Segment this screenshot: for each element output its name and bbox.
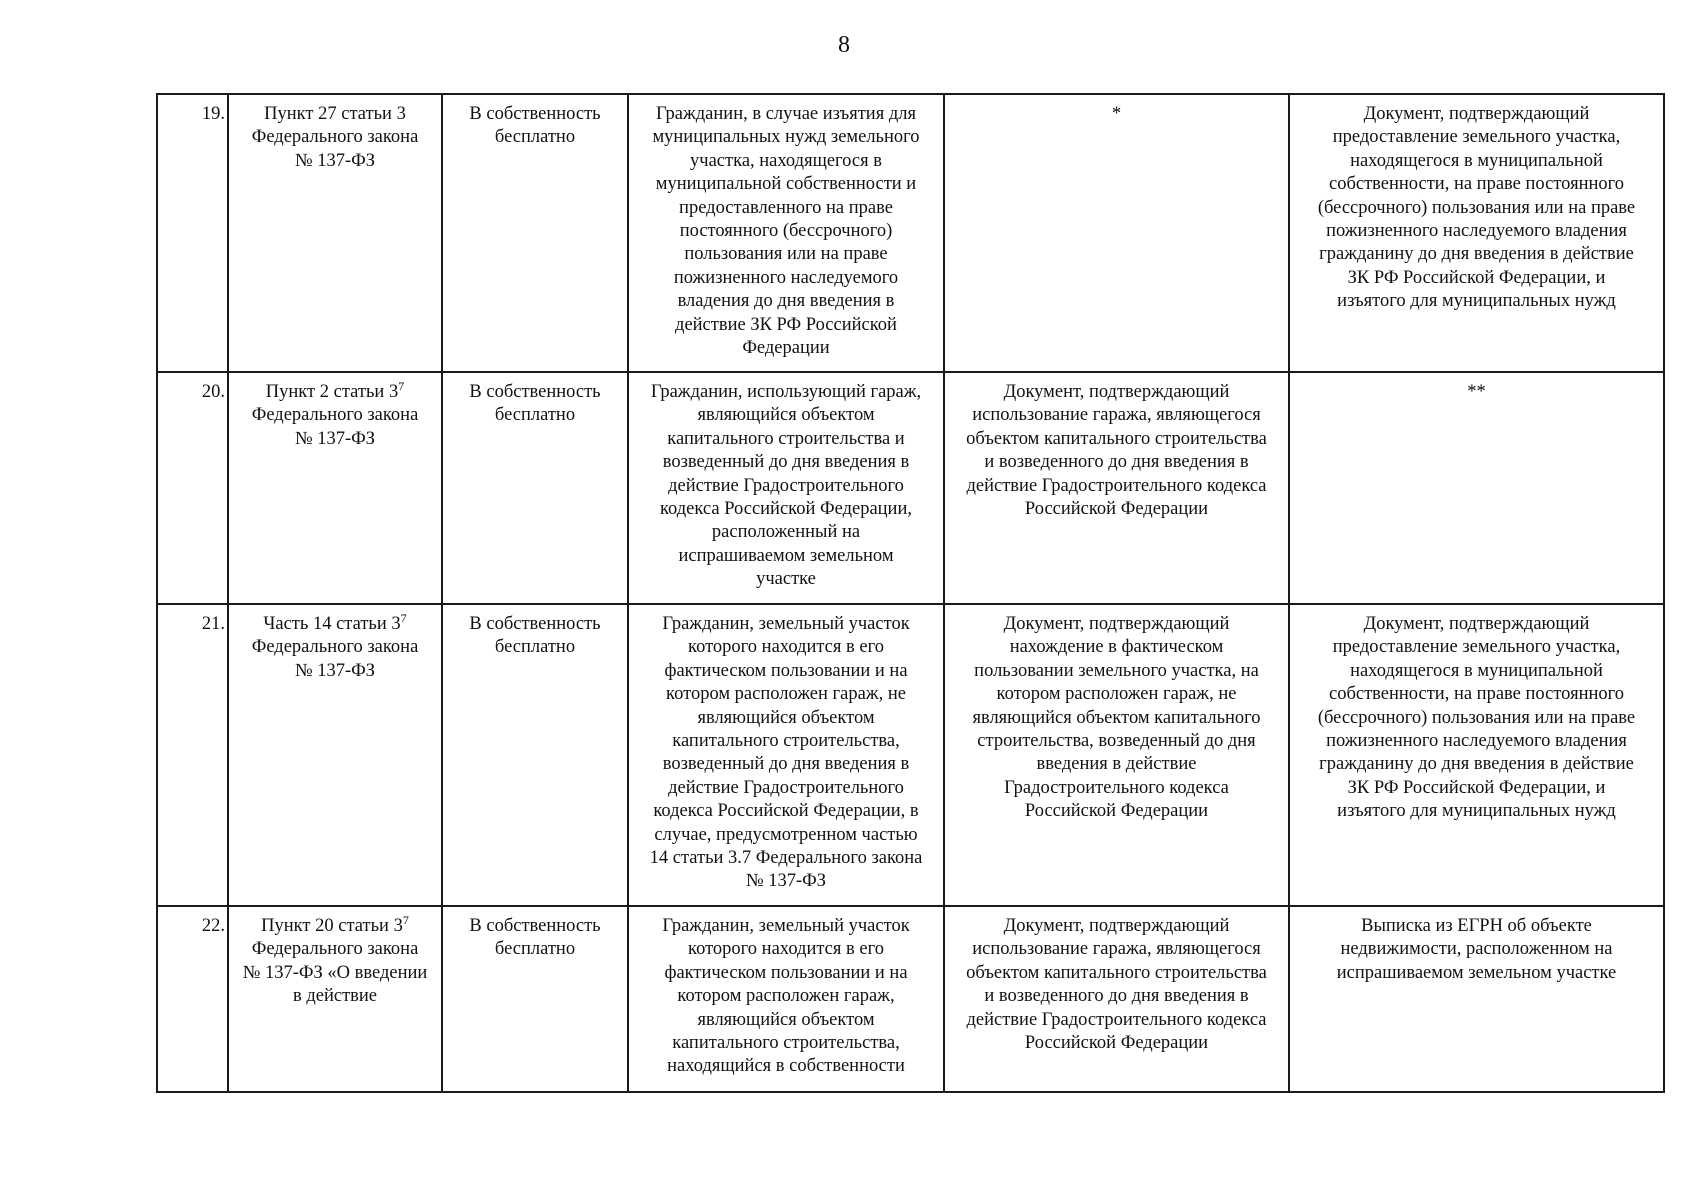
text-line: использование гаража, являющегося <box>972 405 1261 426</box>
text-line: недвижимости, расположенном на <box>1340 939 1613 960</box>
text-line: Российской Федерации <box>1024 1033 1209 1054</box>
text-line: Российской Федерации <box>1024 499 1209 520</box>
text-line: В собственность <box>469 104 601 124</box>
table-row <box>157 906 1664 1092</box>
cell-applicant <box>628 906 944 1092</box>
text-line: * <box>1111 104 1122 124</box>
cell-applicant <box>628 372 944 604</box>
text-line: находящегося в муниципальной <box>1350 660 1603 681</box>
text-line: Документ, подтверждающий <box>1003 614 1230 634</box>
text-line: действие Градостроительного <box>668 475 904 496</box>
text-line: собственности, на праве постоянного <box>1328 684 1625 705</box>
text-line: нахождение в фактическом <box>1009 637 1224 658</box>
cell-row-number: 22. <box>157 906 228 1092</box>
text-line: фактическом пользовании и на <box>664 962 908 983</box>
text-line: предоставление земельного участка, <box>1332 637 1621 658</box>
text-line: изъятого для муниципальных нужд <box>1337 801 1616 822</box>
text-line: предоставленного на праве <box>679 197 893 218</box>
superscript: 7 <box>402 913 409 927</box>
text-line: Федерального закона <box>251 939 419 960</box>
text-line: пожизненного наследуемого владения <box>1326 731 1627 752</box>
text-line: действие ЗК РФ Российской <box>675 314 897 335</box>
text-line: № 137-ФЗ «О введении <box>242 962 428 983</box>
text-line: являющийся объектом <box>697 405 875 426</box>
text-line: Пункт 27 статьи 3 <box>264 104 406 124</box>
text-line: владения до дня введения в <box>677 291 895 312</box>
text-line: расположенный на <box>711 522 861 543</box>
text-line: пользования или на праве <box>684 244 888 265</box>
table-body <box>157 94 1664 1092</box>
cell-provision-type <box>442 94 628 372</box>
text-line: являющийся объектом <box>697 707 875 728</box>
superscript: 7 <box>400 611 407 625</box>
cell-provision-type <box>442 906 628 1092</box>
text-line: действие Градостроительного кодекса <box>966 475 1267 496</box>
land-provision-table <box>156 93 1665 1093</box>
text-line: являющийся объектом капитального <box>972 707 1261 728</box>
text-line: Гражданин, использующий гараж, <box>650 382 922 402</box>
cell-applicant-documents <box>944 94 1289 372</box>
cell-applicant-documents <box>944 906 1289 1092</box>
text-line: Пункт 2 статьи 3 <box>265 382 399 402</box>
text-line: котором расположен гараж, <box>677 986 895 1007</box>
text-line: пользовании земельного участка, на <box>974 660 1259 681</box>
text-line: № 137-ФЗ <box>294 660 376 681</box>
text-line: Федерального закона <box>251 637 419 658</box>
text-line: фактическом пользовании и на <box>664 660 908 681</box>
text-line: объектом капитального строительства <box>966 428 1267 449</box>
cell-row-number: 21. <box>157 604 228 906</box>
text-line: (бессрочного) пользования или на праве <box>1317 707 1636 728</box>
text-line: ЗК РФ Российской Федерации, и <box>1347 777 1606 798</box>
text-line: находящегося в муниципальной <box>1350 150 1603 171</box>
cell-applicant <box>628 604 944 906</box>
text-line: Градостроительного кодекса <box>1004 777 1229 798</box>
text-line: капитального строительства, <box>672 731 900 752</box>
text-line: случае, предусмотренном частью <box>654 824 918 845</box>
text-line: объектом капитального строительства <box>966 962 1267 983</box>
cell-authority-documents <box>1289 906 1664 1092</box>
table-row <box>157 604 1664 906</box>
text-line: собственности, на праве постоянного <box>1328 174 1625 195</box>
text-line: использование гаража, являющегося <box>972 939 1261 960</box>
text-line: возведенный до дня введения в <box>662 754 910 775</box>
text-line: кодекса Российской Федерации, <box>660 499 912 520</box>
cell-authority-documents <box>1289 94 1664 372</box>
table-row <box>157 94 1664 372</box>
text-line: В собственность <box>469 382 601 402</box>
table-row <box>157 372 1664 604</box>
text-line: 14 статьи 3.7 Федерального закона <box>649 848 923 869</box>
cell-row-number: 19. <box>157 94 228 372</box>
cell-applicant-documents <box>944 372 1289 604</box>
text-line: строительства, возведенный до дня <box>977 731 1256 752</box>
text-line: кодекса Российской Федерации, в <box>653 801 919 822</box>
text-line: Федерального закона <box>251 405 419 426</box>
text-line: бесплатно <box>494 637 576 658</box>
text-line: бесплатно <box>494 405 576 426</box>
text-line: действие Градостроительного кодекса <box>966 1009 1267 1030</box>
cell-legal-basis <box>228 94 442 372</box>
text-line: действие Градостроительного <box>668 777 904 798</box>
text-line: бесплатно <box>494 127 576 148</box>
cell-authority-documents <box>1289 604 1664 906</box>
text-line: в действие <box>292 986 378 1007</box>
text-line: ** <box>1467 382 1486 402</box>
text-line: Пункт 20 статьи 3 <box>261 916 403 936</box>
text-line: Российской Федерации <box>1024 801 1209 822</box>
text-line: испрашиваемом земельном <box>678 545 894 566</box>
text-line: находящийся в собственности <box>667 1056 905 1077</box>
cell-applicant <box>628 94 944 372</box>
text-line: ЗК РФ Российской Федерации, и <box>1347 267 1606 288</box>
text-line: Часть 14 статьи 3 <box>263 614 401 634</box>
text-line: которого находится в его <box>688 939 884 960</box>
text-line: Документ, подтверждающий <box>1003 916 1230 936</box>
text-line: Документ, подтверждающий <box>1363 614 1590 634</box>
text-line: испрашиваемом земельном участке <box>1336 962 1617 983</box>
text-line: гражданину до дня введения в действие <box>1319 244 1634 265</box>
text-line: муниципальных нужд земельного <box>652 127 920 148</box>
text-line: Выписка из ЕГРН об объекте <box>1361 916 1592 936</box>
text-line: пожизненного наследуемого владения <box>1326 221 1627 242</box>
cell-legal-basis <box>228 906 442 1092</box>
text-line: гражданину до дня введения в действие <box>1319 754 1634 775</box>
text-line: участка, находящегося в <box>690 150 882 171</box>
text-line: Гражданин, земельный участок <box>662 916 910 936</box>
cell-applicant-documents <box>944 604 1289 906</box>
superscript: 7 <box>398 379 405 393</box>
text-line: являющийся объектом <box>697 1009 875 1030</box>
text-line: № 137-ФЗ <box>294 428 376 449</box>
text-line: и возведенного до дня введения в <box>984 986 1249 1007</box>
cell-legal-basis <box>228 604 442 906</box>
text-line: возведенный до дня введения в <box>662 452 910 473</box>
text-line: В собственность <box>469 614 601 634</box>
text-line: котором расположен гараж, не <box>996 684 1237 705</box>
text-line: Документ, подтверждающий <box>1363 104 1590 124</box>
text-line: № 137-ФЗ <box>745 871 827 892</box>
text-line: постоянного (бессрочного) <box>679 221 893 242</box>
text-line: которого находится в его <box>688 637 884 658</box>
text-line: муниципальной собственности и <box>655 174 917 195</box>
text-line: и возведенного до дня введения в <box>984 452 1249 473</box>
cell-authority-documents <box>1289 372 1664 604</box>
text-line: В собственность <box>469 916 601 936</box>
text-line: капитального строительства и <box>667 428 905 449</box>
text-line: котором расположен гараж, не <box>666 684 906 705</box>
page-number: 8 <box>838 32 850 58</box>
text-line: изъятого для муниципальных нужд <box>1337 291 1616 312</box>
cell-legal-basis <box>228 372 442 604</box>
text-line: (бессрочного) пользования или на праве <box>1317 197 1636 218</box>
text-line: введения в действие <box>1036 754 1197 775</box>
cell-row-number: 20. <box>157 372 228 604</box>
text-line: пожизненного наследуемого <box>673 267 899 288</box>
text-line: Документ, подтверждающий <box>1003 382 1230 402</box>
text-line: Гражданин, в случае изъятия для <box>656 104 916 124</box>
text-line: Федерального закона <box>251 127 419 148</box>
text-line: Федерации <box>742 338 830 359</box>
text-line: капитального строительства, <box>672 1033 900 1054</box>
text-line: предоставление земельного участка, <box>1332 127 1621 148</box>
cell-provision-type <box>442 372 628 604</box>
text-line: Гражданин, земельный участок <box>662 614 910 634</box>
text-line: № 137-ФЗ <box>294 150 376 171</box>
text-line: бесплатно <box>494 939 576 960</box>
cell-provision-type <box>442 604 628 906</box>
text-line: участке <box>756 569 816 590</box>
